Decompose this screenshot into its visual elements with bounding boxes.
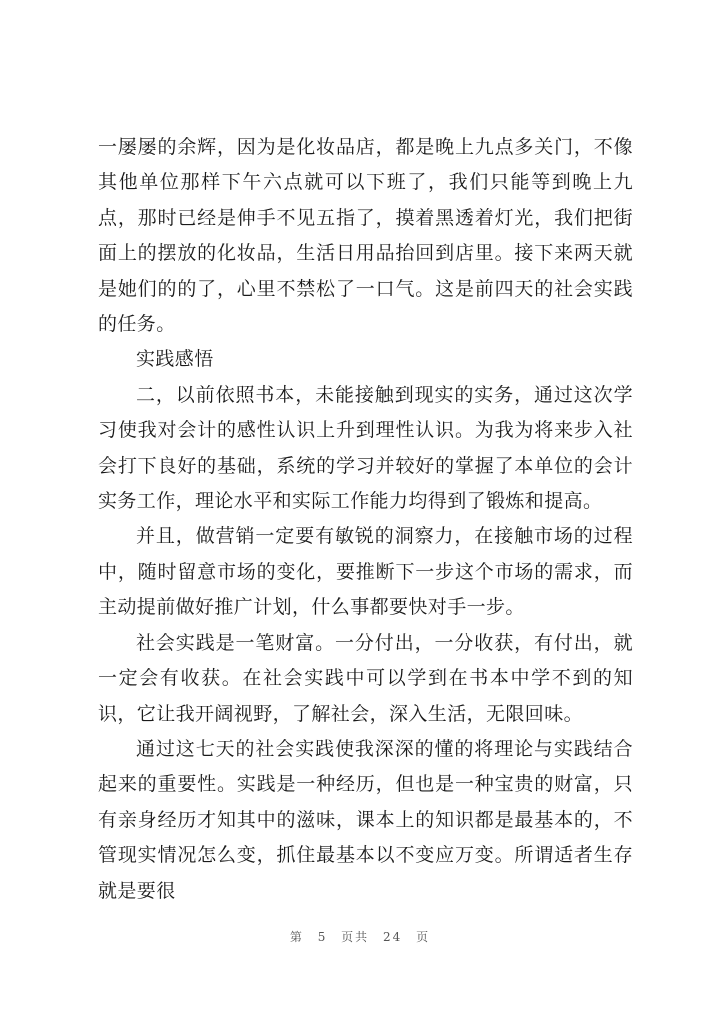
footer-total-pages: 24 <box>383 930 403 944</box>
paragraph-marketing: 并且，做营销一定要有敏锐的洞察力，在接触市场的过程中，随时留意市场的变化，要推断下一步这个市场的需求，而主动提前做好推广计划，什么事都要快对手一步。 <box>98 525 633 619</box>
paragraph-learning: 二，以前依照书本，未能接触到现实的实务，通过这次学习使我对会计的感性认识上升到理性认识。为我为将来步入社会打下良好的基础，系统的学习并较好的掌握了本单位的会计实务工作，理论水平和实际工作能力均得到了锻炼和提高。 <box>98 383 633 513</box>
paragraph-continuation: 一屡屡的余辉，因为是化妆品店，都是晚上九点多关门，不像其他单位那样下午六点就可以下班了，我们只能等到晚上九点，那时已经是伸手不见五指了，摸着黑透着灯光，我们把街面上的摆放的化妆品，生活日用品抬回到店里。接下来两天就是她们的的了，心里不禁松了一口气。这是前四天的社会实践的任务。 <box>98 136 633 336</box>
page-footer <box>0 928 720 945</box>
paragraph-conclusion: 通过这七天的社会实践使我深深的懂的将理论与实践结合起来的重要性。实践是一种经历，但也是一种宝贵的财富，只有亲身经历才知其中的滋味，课本上的知识都是最基本的，不管现实情况怎么变，抓住最基本以不变应万变。所谓适者生存就是要很 <box>98 737 633 902</box>
document-body <box>98 130 633 909</box>
paragraph-wealth: 社会实践是一笔财富。一分付出，一分收获，有付出，就一定会有收获。在社会实践中可以学到在书本中学不到的知识，它让我开阔视野，了解社会，深入生活，无限回味。 <box>98 631 633 725</box>
footer-middle: 页共 <box>341 930 370 944</box>
footer-current-page: 5 <box>317 930 328 944</box>
footer-prefix: 第 <box>289 930 304 944</box>
section-heading: 实践感悟 <box>136 348 214 371</box>
footer-suffix: 页 <box>416 930 431 944</box>
